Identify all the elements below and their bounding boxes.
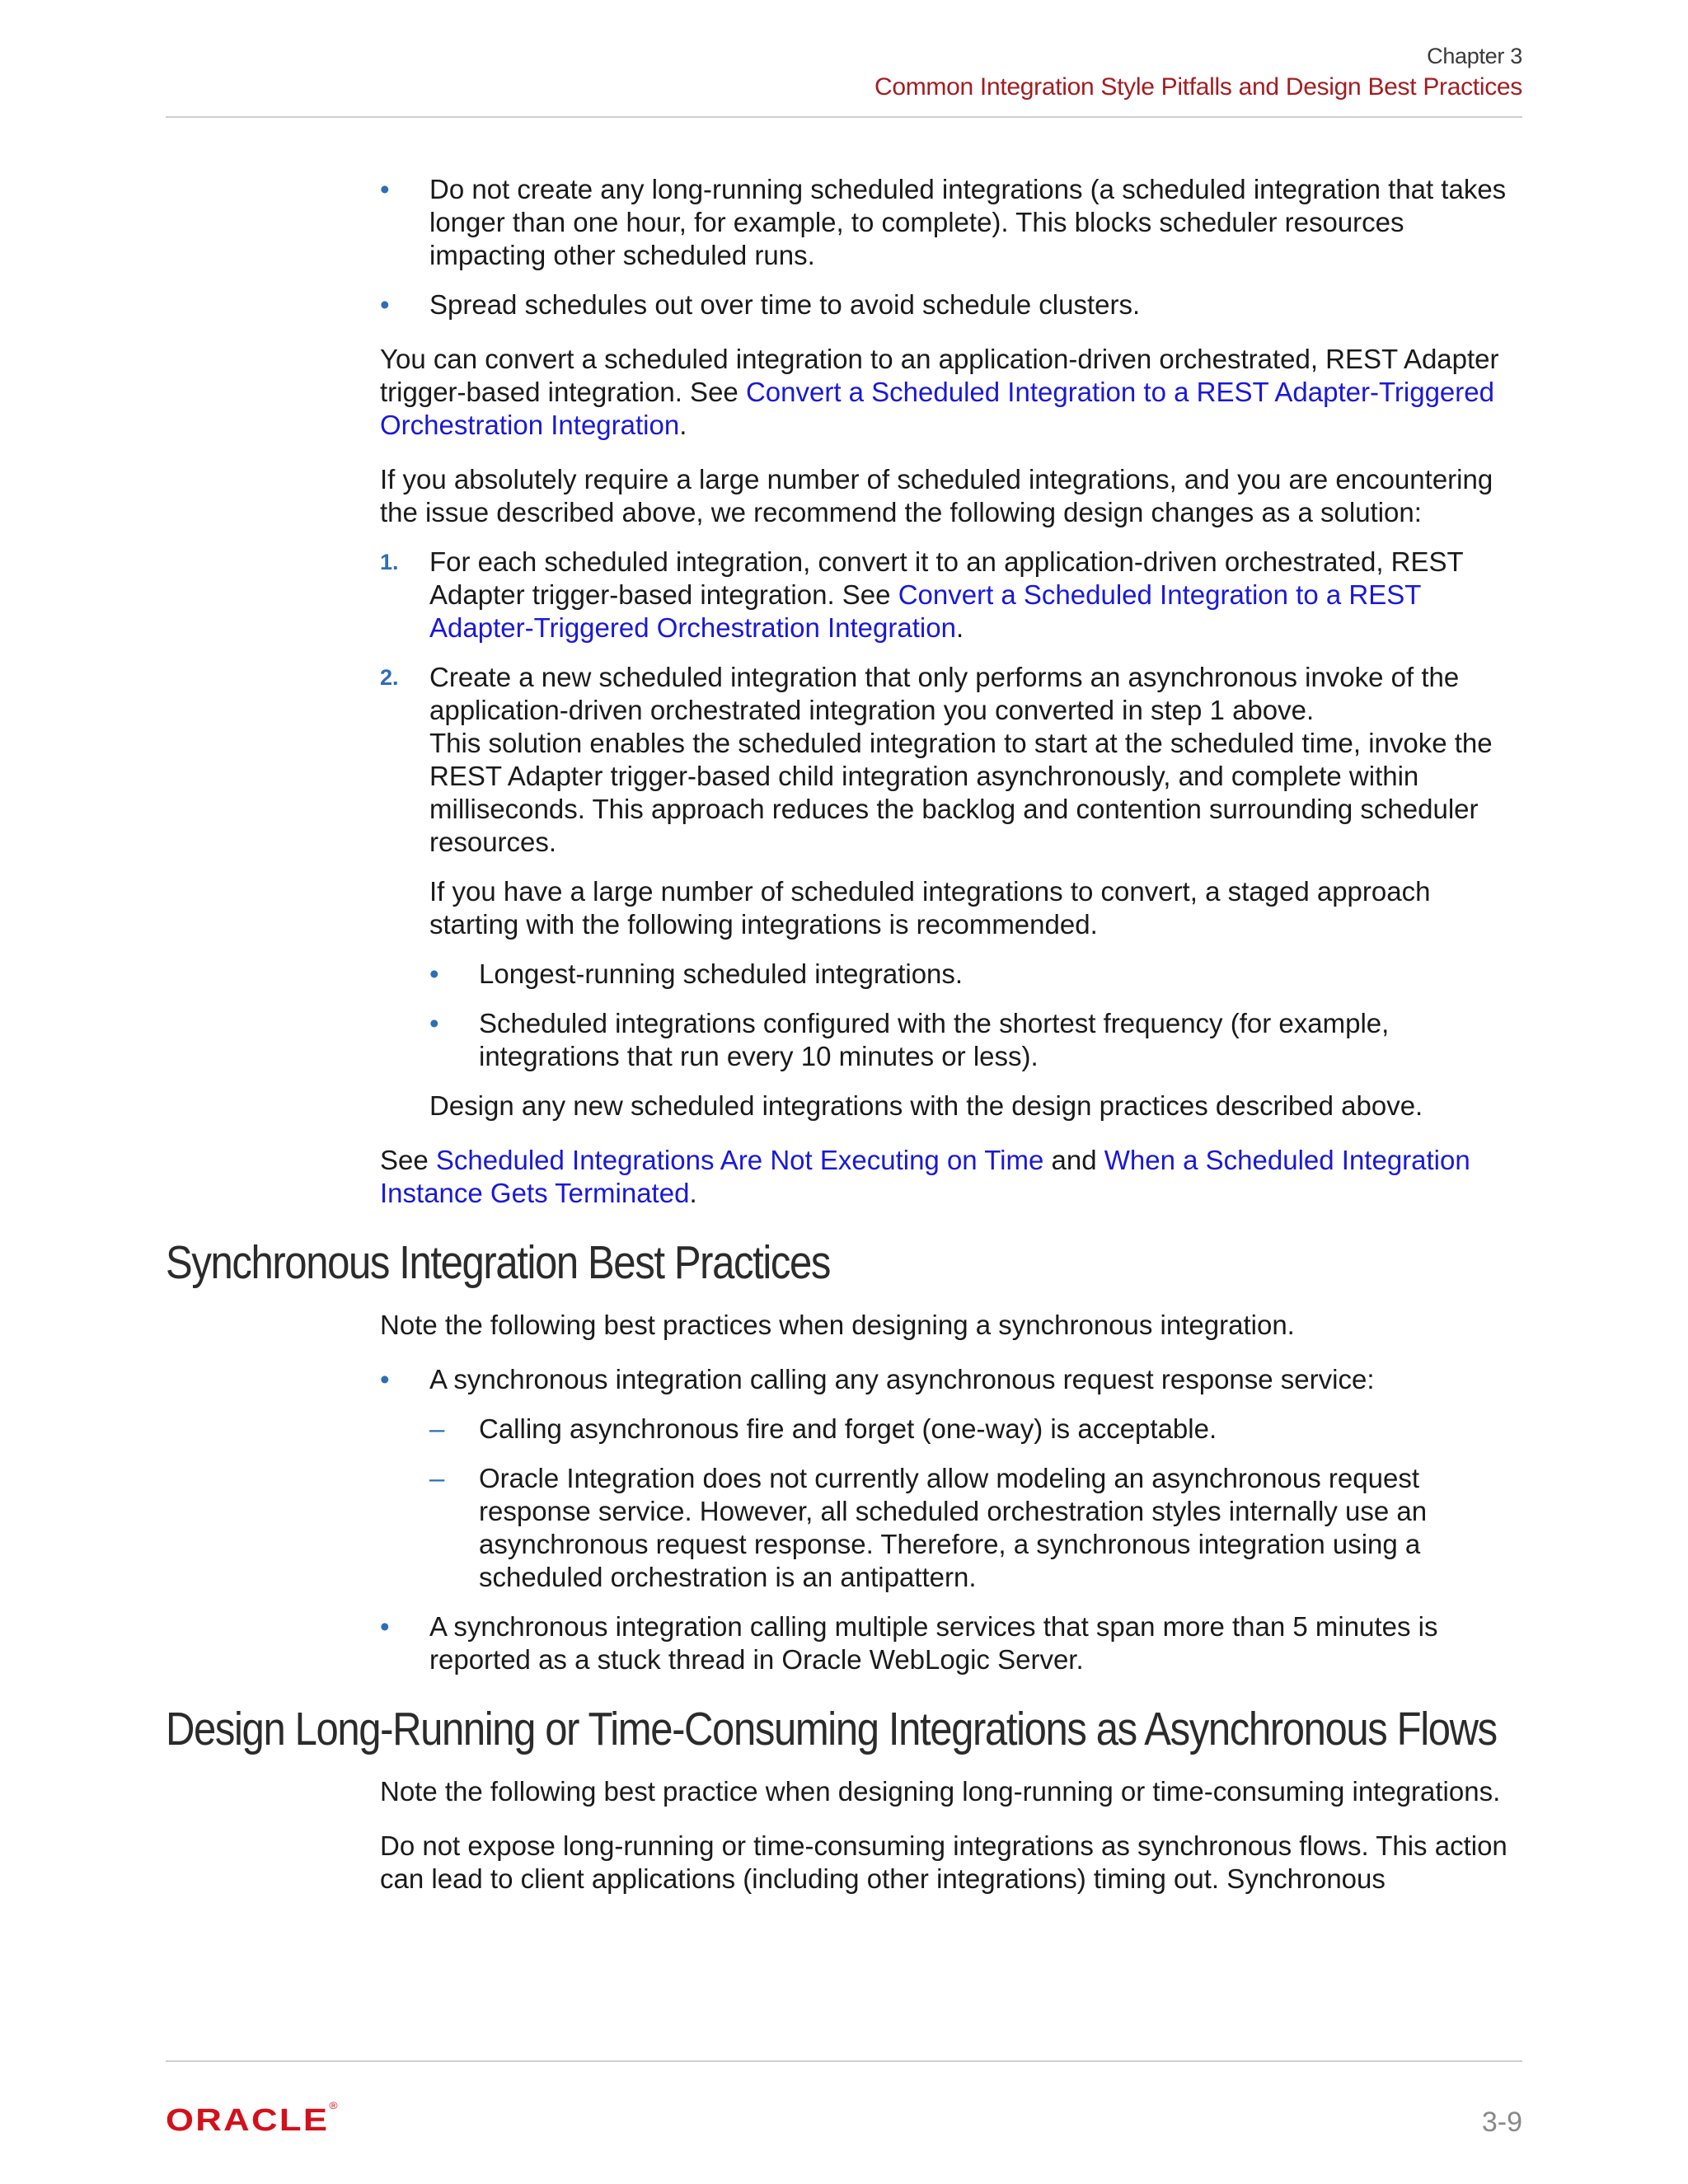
- numbered-item-2: [380, 661, 1522, 1122]
- numbered-item-1: [380, 546, 1522, 644]
- dash-icon: –: [429, 1463, 445, 1493]
- page-number: 3-9: [1481, 2107, 1522, 2138]
- text-span: See: [380, 1145, 436, 1175]
- trademark-mark: ®: [329, 2100, 338, 2111]
- text-span: .: [679, 410, 687, 440]
- convert-scheduled-link[interactable]: Convert a Scheduled Integration to a REST Adapter-Triggered Orchestration Integration: [380, 377, 1494, 440]
- text-span: and: [1043, 1145, 1104, 1175]
- sync-intro: Note the following best practices when designing a synchronous integration.: [380, 1310, 1295, 1340]
- step-number: 2.: [380, 665, 399, 690]
- header-divider: [166, 116, 1522, 118]
- section-title: Common Integration Style Pitfalls and Design Best Practices: [874, 73, 1522, 101]
- bullet-icon: •: [380, 1611, 390, 1642]
- convert-paragraph: [380, 343, 1522, 442]
- bullet-icon: •: [380, 1364, 390, 1394]
- list-item: [380, 1610, 1522, 1676]
- async-heading: Design Long-Running or Time-Consuming Integrations as Asynchronous Flows: [166, 1703, 1497, 1755]
- text-span: You can convert a scheduled integration to an application-driven orchestrated, REST Adapter trigger-based integration. See: [380, 344, 1499, 407]
- list-item-text: Do not create any long-running scheduled integrations (a scheduled integration that takes longer than one hour, for example, to complete). This blocks scheduler resources impacting other scheduled runs.: [429, 174, 1507, 270]
- sync-heading: Synchronous Integration Best Practices: [166, 1236, 831, 1289]
- bullet-icon: •: [380, 289, 390, 320]
- oracle-logo: [166, 2100, 337, 2139]
- staged-paragraph: If you have a large number of scheduled integrations to convert, a staged approach starting with the following integrations is recommended.: [429, 876, 1431, 940]
- list-item: [380, 173, 1522, 272]
- require-paragraph: If you absolutely require a large number of scheduled integrations, and you are encountering the issue described above, we recommend the following design changes as a solution:: [380, 464, 1493, 527]
- bullet-icon: •: [429, 1008, 439, 1038]
- see-paragraph: [380, 1144, 1522, 1210]
- list-item-text: A synchronous integration calling multiple services that span more than 5 minutes is reported as a stuck thread in Oracle WebLogic Server.: [429, 1611, 1438, 1675]
- list-item-text: A synchronous integration calling any asynchronous request response service:: [429, 1364, 1375, 1394]
- text-span: .: [689, 1178, 697, 1208]
- text-span: For each scheduled integration, convert it to an application-driven orchestrated, REST Adapter trigger-based integration. See: [429, 546, 1464, 610]
- list-item-text: Longest-running scheduled integrations.: [479, 958, 964, 989]
- convert-scheduled-link-2[interactable]: Convert a Scheduled Integration to a REST Adapter-Triggered Orchestration Integration: [429, 579, 1421, 643]
- list-item: [380, 288, 1522, 321]
- main-content: [166, 173, 1522, 1896]
- text-span: .: [955, 612, 964, 643]
- async-section-body: [380, 1775, 1522, 1896]
- instance-terminated-link[interactable]: When a Scheduled Integration Instance Gets Terminated: [380, 1145, 1470, 1208]
- footer-divider: [166, 2060, 1522, 2062]
- list-item: [429, 1462, 1522, 1594]
- bullet-icon: •: [380, 174, 390, 204]
- bullet-icon: •: [429, 958, 439, 989]
- async-paragraph: Do not expose long-running or time-consuming integrations as synchronous flows. This action can lead to client applications (including other integrations) timing out. Synchronous: [380, 1830, 1507, 1894]
- list-item-text: Scheduled integrations configured with the shortest frequency (for example, integrations that run every 10 minutes or less).: [479, 1008, 1390, 1071]
- async-intro: Note the following best practice when designing long-running or time-consuming integrations.: [380, 1776, 1501, 1807]
- step-number: 1.: [380, 550, 399, 574]
- bullet-list: [380, 173, 1522, 321]
- list-item: [380, 1363, 1522, 1594]
- sub-bullet-list: [429, 958, 1522, 1073]
- sync-section-body: [380, 1309, 1522, 1676]
- list-item: [429, 1413, 1522, 1446]
- scheduled-section-body: [380, 173, 1522, 1210]
- dash-list: [429, 1413, 1522, 1594]
- dash-icon: –: [429, 1413, 445, 1444]
- list-item-text: Spread schedules out over time to avoid schedule clusters.: [429, 289, 1141, 320]
- step-text: [429, 546, 1522, 644]
- logo-text: ORACLE: [166, 2103, 330, 2138]
- sync-bullet-list: [380, 1363, 1522, 1676]
- numbered-list: [380, 546, 1522, 1122]
- running-header: [874, 41, 1522, 104]
- step-text: Create a new scheduled integration that only performs an asynchronous invoke of the application-driven orchestrated integration you converted in step 1 above.: [429, 662, 1460, 725]
- not-executing-link[interactable]: Scheduled Integrations Are Not Executing on Time: [435, 1145, 1044, 1175]
- design-paragraph: Design any new scheduled integrations with the design practices described above.: [429, 1090, 1423, 1121]
- list-item: [429, 1007, 1522, 1073]
- list-item-text: Calling asynchronous fire and forget (one-way) is acceptable.: [479, 1413, 1217, 1444]
- list-item-text: Oracle Integration does not currently allow modeling an asynchronous request response service. However, all scheduled orchestration styles internally use an asynchronous request response. Therefore, a synchronous integration using a scheduled orchestration is an antipattern.: [479, 1463, 1428, 1592]
- step-text-continued: This solution enables the scheduled integration to start at the scheduled time, invoke the REST Adapter trigger-based child integration asynchronously, and complete within milliseconds. This approach reduces the backlog and contention surrounding scheduler resources.: [429, 728, 1493, 857]
- list-item: [429, 958, 1522, 991]
- chapter-label: Chapter 3: [1427, 44, 1522, 68]
